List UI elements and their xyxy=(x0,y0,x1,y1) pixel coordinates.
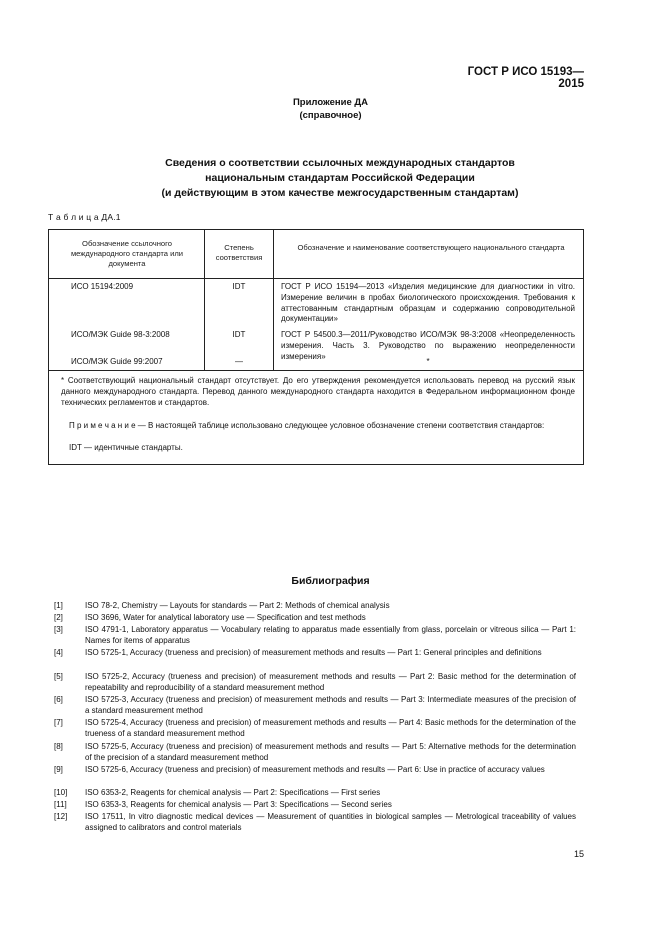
bibliography-item-text: ISO 6353-2, Reagents for chemical analysis — Part 2: Specifications — First series xyxy=(85,788,381,797)
bibliography-item xyxy=(54,695,576,717)
bibliography-item xyxy=(54,672,576,694)
bibliography-item-text: ISO 5725-2, Accuracy (trueness and precision) of measurement methods and results — Part 2: Basic method for the determination of repeatability and reproducibility of a standard measurement method xyxy=(85,672,576,692)
bibliography-item-number: [9] xyxy=(54,765,63,774)
bibliography-item xyxy=(54,625,576,647)
bibliography-item-text: ISO 5725-6, Accuracy (trueness and precision) of measurement methods and results — Part 6: Use in practice of accuracy values xyxy=(85,765,545,774)
bibliography-item-number: [2] xyxy=(54,613,63,622)
table-row-1-ref: ИСО 15194:2009 xyxy=(71,282,134,291)
annex-subtitle: (справочное) xyxy=(299,110,362,121)
table-row-1-degree: IDT xyxy=(232,282,246,291)
header-degree: Степень соответствия xyxy=(215,243,263,262)
correspondence-table xyxy=(48,229,584,465)
bibliography-item-number: [11] xyxy=(54,800,67,809)
bibliography-item-text: ISO 5725-1, Accuracy (trueness and precision) of measurement methods and results — Part 1: General principles and definitions xyxy=(85,648,542,657)
bibliography-item-number: [5] xyxy=(54,672,63,681)
table-row-3-ref: ИСО/МЭК Guide 99:2007 xyxy=(71,357,163,366)
bibliography-item xyxy=(54,613,576,624)
table-row-2-national: ГОСТ Р 54500.3—2011/Руководство ИСО/МЭК 98-3:2008 «Неопределенность измерения. Часть 3. Руководство по выражению неопределенности измерения» xyxy=(281,330,575,361)
header-international-standard: Обозначение ссылочного международного стандарта или документа xyxy=(70,239,184,268)
bibliography-item-number: [7] xyxy=(54,718,63,727)
bibliography-item-text: ISO 4791-1, Laboratory apparatus — Vocabulary relating to apparatus made essentially from glass, porcelain or vitreous silica — Part 1: Names for items of apparatus xyxy=(85,625,576,645)
table-row-2-ref: ИСО/МЭК Guide 98-3:2008 xyxy=(71,330,170,339)
table-note: П р и м е ч а н и е — В настоящей таблице использовано следующее условное обозначение степени соответствия стандартов: xyxy=(69,421,545,430)
bibliography-item-number: [4] xyxy=(54,648,63,657)
table-label: Т а б л и ц а ДА.1 xyxy=(48,212,121,222)
bibliography-item xyxy=(54,718,576,740)
bibliography-item-number: [10] xyxy=(54,788,68,797)
table-row-1-national: ГОСТ Р ИСО 15194—2013 «Изделия медицинские для диагностики in vitro. Измерение величин в пробах биологического происхождения. Требования к аттестованным стандартным образцам и содержанию сопроводительной документации» xyxy=(281,282,575,324)
bibliography-item xyxy=(54,742,576,764)
bibliography-item-text: ISO 5725-4, Accuracy (trueness and precision) of measurement methods and results — Part 4: Basic methods for the determination of the trueness of a standard measurement method xyxy=(85,718,576,738)
section-heading xyxy=(60,156,620,201)
bibliography-item-number: [12] xyxy=(54,812,68,821)
standard-code: ГОСТ Р ИСО 15193—2015 xyxy=(467,66,584,90)
bibliography-item-text: ISO 6353-3, Reagents for chemical analysis — Part 3: Specifications — Second series xyxy=(85,800,392,809)
heading-line-2: национальным стандартам Российской Федерации xyxy=(205,172,475,184)
bibliography-item-text: ISO 5725-5, Accuracy (trueness and precision) of measurement methods and results — Part 5: Alternative methods for the determination of the precision of a standard measurement method xyxy=(85,742,576,762)
bibliography-item-text: ISO 5725-3, Accuracy (trueness and precision) of measurement methods and results — Part 3: Intermediate measures of the precision of a standard measurement method xyxy=(85,695,576,715)
heading-line-1: Сведения о соответствии ссылочных международных стандартов xyxy=(165,157,515,169)
table-row-3-national: * xyxy=(426,357,430,366)
table-row-3-degree: — xyxy=(235,357,243,366)
bibliography-item-number: [1] xyxy=(54,601,63,610)
bibliography-item xyxy=(54,648,576,670)
bibliography-item xyxy=(54,765,576,787)
page-number: 15 xyxy=(573,849,584,859)
bibliography-item-number: [6] xyxy=(54,695,63,704)
bibliography-item-text: ISO 3696, Water for analytical laboratory use — Specification and test methods xyxy=(85,613,366,622)
bibliography-item-text: ISO 17511, In vitro diagnostic medical devices — Measurement of quantities in biological samples — Metrological traceability of values assigned to calibrators and control materials xyxy=(85,812,576,832)
annex-title: Приложение ДА xyxy=(292,97,369,108)
bibliography-item xyxy=(54,788,576,799)
bibliography-item xyxy=(54,601,576,612)
table-note-idt: IDT — идентичные стандарты. xyxy=(69,443,183,452)
header-national-standard: Обозначение и наименование соответствующего национального стандарта xyxy=(297,243,565,252)
table-row-2-degree: IDT xyxy=(232,330,246,339)
heading-line-3: (и действующим в этом качестве межгосударственным стандартам) xyxy=(161,187,519,199)
bibliography-item-number: [8] xyxy=(54,742,63,751)
bibliography-item-text: ISO 78-2, Chemistry — Layouts for standards — Part 2: Methods of chemical analysis xyxy=(85,601,390,610)
bibliography-item-number: [3] xyxy=(54,625,63,634)
bibliography-title: Библиография xyxy=(291,575,370,587)
table-footnote: * Соответствующий национальный стандарт отсутствует. До его утверждения рекомендуется использовать перевод на русский язык данного международного стандарта. Перевод данного международного стандарта находится в Федеральном информационном фонде технических регламентов и стандартов. xyxy=(61,376,575,407)
bibliography-item xyxy=(54,812,576,834)
bibliography-item xyxy=(54,800,576,811)
